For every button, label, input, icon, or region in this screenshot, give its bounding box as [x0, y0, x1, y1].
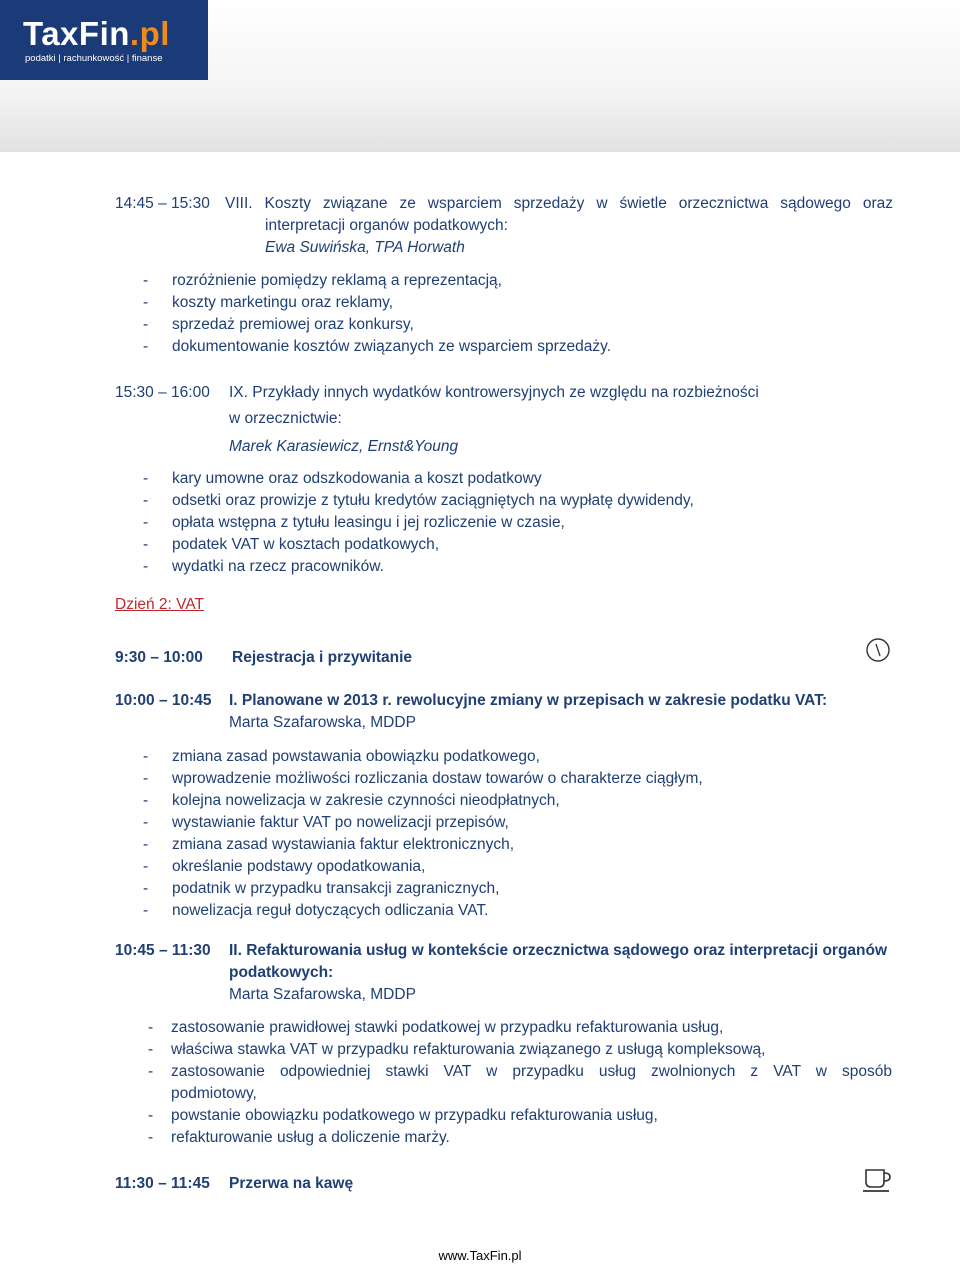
taxfin-logo[interactable]: [0, 0, 208, 80]
session-title-cont: interpretacji organów podatkowych:: [265, 217, 508, 234]
coffee-cup-icon: [861, 1166, 893, 1194]
topic-item: - odsetki oraz prowizje z tytułu kredytów zaciągniętych na wypłatę dywidendy,: [143, 492, 694, 509]
topic-item: - właściwa stawka VAT w przypadku refakturowania związanego z usługą kompleksową,: [148, 1041, 766, 1058]
session-title: VIII. Koszty związane ze wsparciem sprzedaży w świetle orzecznictwa sądowego oraz: [225, 195, 893, 212]
topic-item: - powstanie obowiązku podatkowego w przypadku refakturowania usług,: [148, 1107, 658, 1124]
topic-item: - podatek VAT w kosztach podatkowych,: [143, 536, 440, 553]
topic-item: - wprowadzenie możliwości rozliczania dostaw towarów o charakterze ciągłym,: [143, 770, 703, 787]
topic-item: - zastosowanie odpowiedniej stawki VAT w przypadku usług zwolnionych z VAT w sposób: [148, 1063, 892, 1080]
topic-item: - refakturowanie usług a doliczenie marży.: [148, 1129, 450, 1146]
logo-title: TaxFin.pl: [23, 15, 170, 52]
topic-item: - kolejna nowelizacja w zakresie czynności nieodpłatnych,: [143, 792, 560, 809]
session-time: 15:30 – 16:00: [115, 384, 210, 401]
session-viii: [115, 193, 895, 358]
topic-item: - opłata wstępna z tytułu leasingu i jej rozliczenie w czasie,: [143, 514, 565, 531]
topic-item: - zastosowanie prawidłowej stawki podatkowej w przypadku refakturowania usług,: [148, 1019, 724, 1036]
topic-item: - zmiana zasad powstawania obowiązku podatkowego,: [143, 748, 540, 765]
day-heading: Dzień 2: VAT: [115, 596, 205, 613]
session-title: Rejestracja i przywitanie: [232, 649, 413, 666]
session-time: 14:45 – 15:30: [115, 195, 210, 212]
topic-item: - kary umowne oraz odszkodowania a koszt podatkowy: [143, 470, 542, 487]
session-title-cont: podatkowych:: [229, 964, 334, 981]
topic-item: - sprzedaż premiowej oraz konkursy,: [143, 316, 414, 333]
session-time: 10:45 – 11:30: [115, 942, 211, 959]
registration-row: [115, 647, 895, 669]
session-time: 9:30 – 10:00: [115, 649, 203, 666]
topic-item: - wydatki na rzecz pracowników.: [143, 558, 384, 575]
topic-item: - wystawianie faktur VAT po nowelizacji przepisów,: [143, 814, 509, 831]
topic-list: [115, 270, 895, 358]
topic-item: - rozróżnienie pomiędzy reklamą a reprezentacją,: [143, 272, 502, 289]
topic-item: - podatnik w przypadku transakcji zagranicznych,: [143, 880, 500, 897]
coffee-break-row: [115, 1173, 895, 1195]
session-ix: [115, 382, 895, 578]
topic-item: - zmiana zasad wystawiania faktur elektronicznych,: [143, 836, 515, 853]
session-title: Przerwa na kawę: [229, 1175, 354, 1192]
session-i: [115, 690, 895, 922]
session-title-cont: w orzecznictwie:: [229, 410, 342, 427]
logo-tagline: podatki | rachunkowość | finanse: [25, 53, 163, 64]
page-header: [0, 0, 960, 152]
clock-icon: [865, 637, 891, 663]
topic-item-cont: podmiotowy,: [171, 1085, 257, 1102]
topic-item: - określanie podstawy opodatkowania,: [143, 858, 426, 875]
session-speaker: Marta Szafarowska, MDDP: [229, 714, 416, 731]
topic-item: - nowelizacja reguł dotyczących odliczania VAT.: [143, 902, 489, 919]
session-title: I. Planowane w 2013 r. rewolucyjne zmiany w przepisach w zakresie podatku VAT:: [229, 692, 828, 709]
topic-list: [115, 746, 895, 922]
topic-item: - dokumentowanie kosztów związanych ze wsparciem sprzedaży.: [143, 338, 612, 355]
session-time: 11:30 – 11:45: [115, 1175, 210, 1192]
session-time: 10:00 – 10:45: [115, 692, 212, 709]
session-speaker: Marta Szafarowska, MDDP: [229, 986, 416, 1003]
session-ii: [115, 940, 895, 1149]
topic-list: [115, 1017, 895, 1149]
session-speaker: Marek Karasiewicz, Ernst&Young: [229, 438, 459, 455]
session-title: II. Refakturowania usług w kontekście orzecznictwa sądowego oraz interpretacji organów: [229, 942, 888, 959]
topic-list: [115, 468, 895, 578]
session-title: IX. Przykłady innych wydatków kontrowersyjnych ze względu na rozbieżności: [229, 384, 759, 401]
footer-url[interactable]: www.TaxFin.pl: [438, 1248, 522, 1263]
topic-item: - koszty marketingu oraz reklamy,: [143, 294, 394, 311]
session-speaker: Ewa Suwińska, TPA Horwath: [265, 239, 465, 256]
